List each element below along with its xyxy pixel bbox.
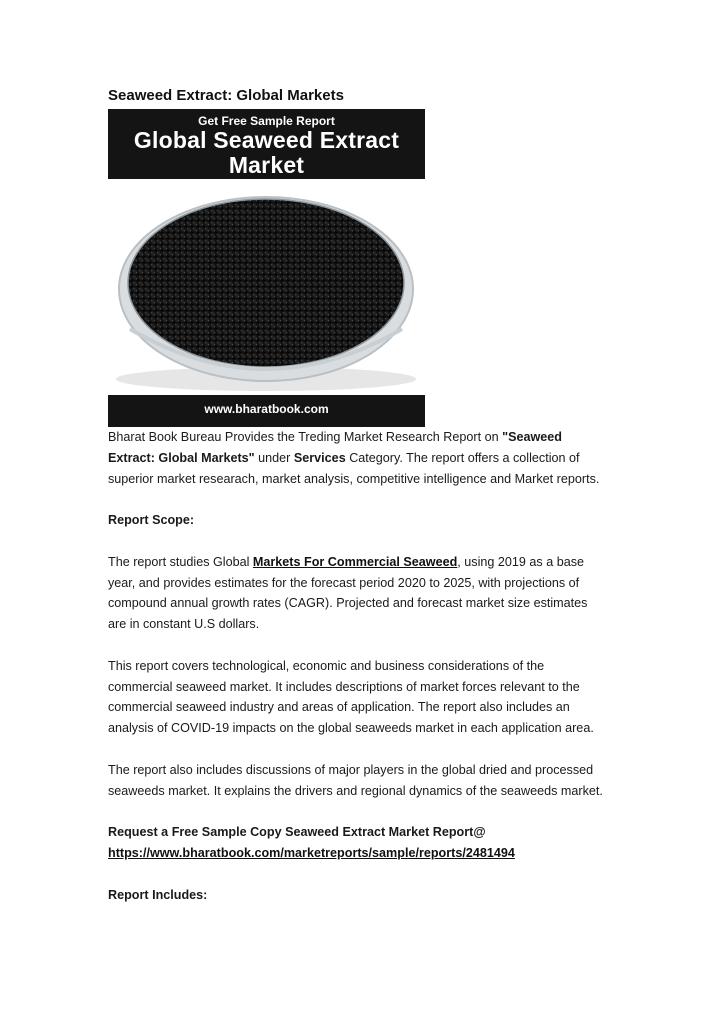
request-sample-url-row <box>108 843 608 864</box>
report-includes-heading <box>108 885 608 906</box>
commercial-seaweed-link[interactable]: Markets For Commercial Seaweed <box>252 554 458 569</box>
banner-header <box>108 109 425 179</box>
intro-text-1: Bharat Book Bureau Provides the Treding Market Research Report on <box>108 430 503 444</box>
scope-text-2: , using 2019 as a base year, and provides estimates for the forecast period 2020 to 2025, with projections of compound annual growth rates (CAGR). Projected and forecast market size estimates are in constant U.S dollars. <box>108 554 588 632</box>
spacer <box>108 739 608 760</box>
report-scope-heading <box>108 510 608 531</box>
banner-image <box>108 109 425 427</box>
seaweed-dish-photo <box>108 179 425 395</box>
report-scope-heading-text: Report Scope: <box>108 513 195 528</box>
spacer <box>108 489 608 510</box>
intro-category: Services <box>293 450 346 465</box>
document-content <box>108 84 608 905</box>
spacer <box>108 801 608 822</box>
spacer <box>108 864 608 885</box>
request-sample-label-text: Request a Free Sample Copy Seaweed Extract Market Report@ <box>108 825 486 840</box>
sample-report-link[interactable]: https://www.bharatbook.com/marketreports/sample/reports/2481494 <box>108 845 515 860</box>
intro-paragraph <box>108 427 608 489</box>
banner-title-line1: Global Seaweed Extract <box>133 127 400 153</box>
players-paragraph: The report also includes discussions of major players in the global dried and processed seaweeds market. It explains the drivers and regional dynamics of the seaweeds market. <box>108 762 603 798</box>
banner-subtitle: Get Free Sample Report <box>198 114 335 128</box>
scope-paragraph <box>108 552 608 635</box>
banner-title-line2: Market <box>228 152 305 178</box>
request-sample-label <box>108 822 608 843</box>
spacer <box>108 531 608 552</box>
petri-dish-icon <box>108 179 425 395</box>
document-title: Seaweed Extract: Global Markets <box>108 87 344 104</box>
intro-report-name: "Seaweed Extract: Global Markets" <box>108 430 563 465</box>
intro-text-3: Category. The report offers a collection of superior market researach, market analysis, competitive intelligence and Market reports. <box>108 450 600 486</box>
banner-footer: www.bharatbook.com <box>108 395 425 427</box>
spacer <box>108 635 608 656</box>
intro-text-2: under <box>254 450 294 465</box>
technology-paragraph: This report covers technological, economic and business considerations of the commercial seaweed market. It includes descriptions of market forces relevant to the commercial seaweed industry and areas of application. The report also includes an analysis of COVID-19 impacts on the global seaweeds market in each application area. <box>108 658 594 736</box>
report-includes-heading-text: Report Includes: <box>108 887 208 902</box>
scope-text-1: The report studies Global <box>108 554 253 569</box>
